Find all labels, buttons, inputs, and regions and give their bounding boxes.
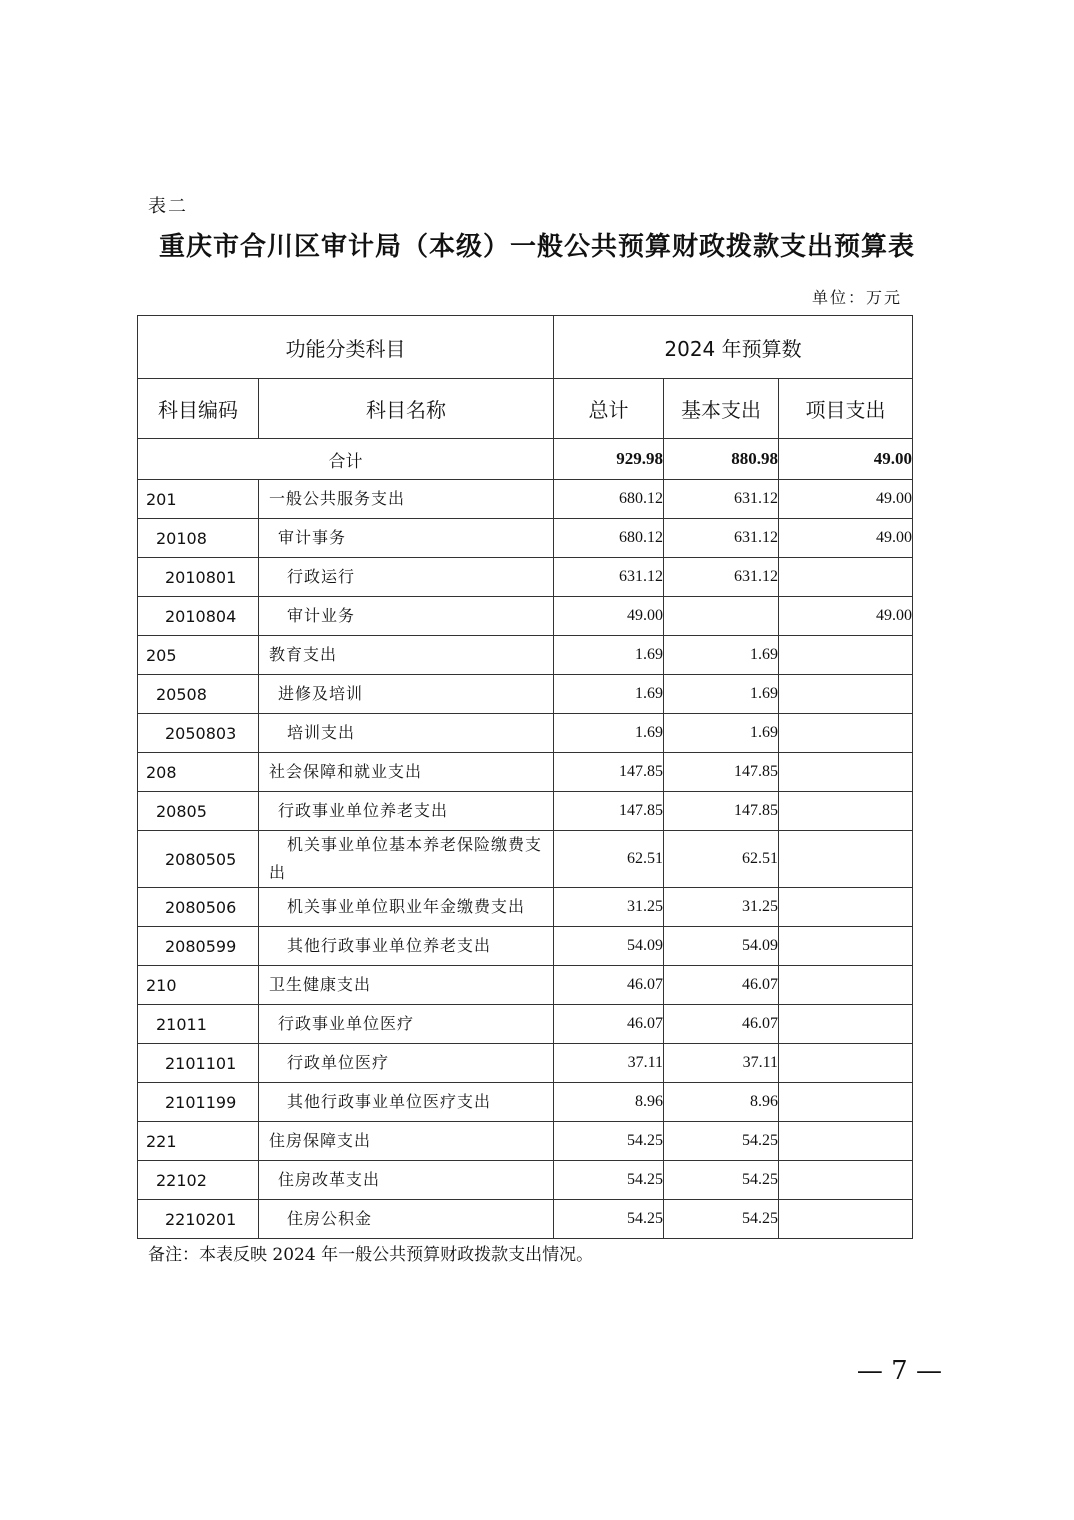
row-total: 54.25 bbox=[554, 1161, 664, 1200]
header-code: 科目编码 bbox=[138, 379, 259, 439]
row-basic: 1.69 bbox=[664, 714, 779, 753]
table-row bbox=[138, 1044, 913, 1083]
table-row bbox=[138, 675, 913, 714]
row-total: 62.51 bbox=[554, 831, 664, 888]
row-basic: 147.85 bbox=[664, 753, 779, 792]
page-title: 重庆市合川区审计局（本级）一般公共预算财政拨款支出预算表 bbox=[158, 232, 915, 262]
row-name: 审计事务 bbox=[259, 519, 554, 558]
header-project: 项目支出 bbox=[779, 379, 913, 439]
row-basic: 31.25 bbox=[664, 888, 779, 927]
row-total: 46.07 bbox=[554, 1005, 664, 1044]
header-budget-year: 2024 年预算数 bbox=[554, 316, 913, 379]
row-basic: 631.12 bbox=[664, 519, 779, 558]
row-code: 2080506 bbox=[138, 888, 259, 927]
row-basic: 147.85 bbox=[664, 792, 779, 831]
row-code: 2010801 bbox=[138, 558, 259, 597]
table-row bbox=[138, 1161, 913, 1200]
row-code: 2050803 bbox=[138, 714, 259, 753]
row-total: 54.09 bbox=[554, 927, 664, 966]
table-row bbox=[138, 753, 913, 792]
row-basic: 54.25 bbox=[664, 1161, 779, 1200]
header-total: 总计 bbox=[554, 379, 664, 439]
table-row bbox=[138, 519, 913, 558]
unit-label: 单位：万元 bbox=[811, 288, 902, 307]
row-code: 2010804 bbox=[138, 597, 259, 636]
row-basic: 54.25 bbox=[664, 1200, 779, 1239]
row-project bbox=[779, 831, 913, 888]
row-total: 1.69 bbox=[554, 675, 664, 714]
table-row bbox=[138, 831, 913, 888]
total-total: 929.98 bbox=[554, 439, 664, 480]
table-row bbox=[138, 1200, 913, 1239]
header-name: 科目名称 bbox=[259, 379, 554, 439]
row-code: 201 bbox=[138, 480, 259, 519]
row-name: 一般公共服务支出 bbox=[259, 480, 554, 519]
row-total: 1.69 bbox=[554, 636, 664, 675]
row-code: 20108 bbox=[138, 519, 259, 558]
row-basic: 54.25 bbox=[664, 1122, 779, 1161]
row-code: 2210201 bbox=[138, 1200, 259, 1239]
footnote: 备注：本表反映 2024 年一般公共预算财政拨款支出情况。 bbox=[148, 1245, 594, 1265]
table-row bbox=[138, 792, 913, 831]
row-basic: 1.69 bbox=[664, 636, 779, 675]
row-total: 49.00 bbox=[554, 597, 664, 636]
table-row bbox=[138, 927, 913, 966]
row-name: 行政事业单位养老支出 bbox=[259, 792, 554, 831]
total-basic: 880.98 bbox=[664, 439, 779, 480]
row-basic: 54.09 bbox=[664, 927, 779, 966]
row-total: 46.07 bbox=[554, 966, 664, 1005]
row-code: 20805 bbox=[138, 792, 259, 831]
row-project: 49.00 bbox=[779, 480, 913, 519]
row-total: 1.69 bbox=[554, 714, 664, 753]
table-row bbox=[138, 714, 913, 753]
table-label: 表二 bbox=[148, 196, 188, 217]
row-total: 31.25 bbox=[554, 888, 664, 927]
row-basic bbox=[664, 597, 779, 636]
table-row bbox=[138, 966, 913, 1005]
row-total: 147.85 bbox=[554, 792, 664, 831]
row-name: 住房改革支出 bbox=[259, 1161, 554, 1200]
row-project: 49.00 bbox=[779, 519, 913, 558]
total-project: 49.00 bbox=[779, 439, 913, 480]
row-name: 培训支出 bbox=[259, 714, 554, 753]
row-total: 54.25 bbox=[554, 1122, 664, 1161]
table-row bbox=[138, 597, 913, 636]
budget-table bbox=[137, 315, 913, 1239]
row-code: 2101199 bbox=[138, 1083, 259, 1122]
row-code: 21011 bbox=[138, 1005, 259, 1044]
row-project bbox=[779, 1161, 913, 1200]
row-project bbox=[779, 927, 913, 966]
row-basic: 46.07 bbox=[664, 1005, 779, 1044]
row-project: 49.00 bbox=[779, 597, 913, 636]
total-label: 合计 bbox=[138, 439, 554, 480]
row-code: 20508 bbox=[138, 675, 259, 714]
row-name: 教育支出 bbox=[259, 636, 554, 675]
total-row bbox=[138, 439, 913, 480]
table-row bbox=[138, 1083, 913, 1122]
row-total: 54.25 bbox=[554, 1200, 664, 1239]
row-name: 住房公积金 bbox=[259, 1200, 554, 1239]
table-row bbox=[138, 1122, 913, 1161]
header-functional-category: 功能分类科目 bbox=[138, 316, 554, 379]
row-project bbox=[779, 1044, 913, 1083]
row-code: 2080599 bbox=[138, 927, 259, 966]
row-project bbox=[779, 558, 913, 597]
row-code: 210 bbox=[138, 966, 259, 1005]
row-name: 进修及培训 bbox=[259, 675, 554, 714]
row-code: 2080505 bbox=[138, 831, 259, 888]
row-project bbox=[779, 1005, 913, 1044]
row-code: 221 bbox=[138, 1122, 259, 1161]
row-project bbox=[779, 1083, 913, 1122]
row-basic: 631.12 bbox=[664, 558, 779, 597]
table-row bbox=[138, 1005, 913, 1044]
row-code: 208 bbox=[138, 753, 259, 792]
row-basic: 46.07 bbox=[664, 966, 779, 1005]
row-total: 147.85 bbox=[554, 753, 664, 792]
row-project bbox=[779, 1122, 913, 1161]
row-project bbox=[779, 714, 913, 753]
row-name: 住房保障支出 bbox=[259, 1122, 554, 1161]
row-name: 社会保障和就业支出 bbox=[259, 753, 554, 792]
row-code: 22102 bbox=[138, 1161, 259, 1200]
row-name: 审计业务 bbox=[259, 597, 554, 636]
row-basic: 8.96 bbox=[664, 1083, 779, 1122]
row-project bbox=[779, 966, 913, 1005]
row-name: 机关事业单位职业年金缴费支出 bbox=[259, 888, 554, 927]
table-row bbox=[138, 558, 913, 597]
row-total: 8.96 bbox=[554, 1083, 664, 1122]
header-basic: 基本支出 bbox=[664, 379, 779, 439]
row-basic: 631.12 bbox=[664, 480, 779, 519]
row-name: 行政运行 bbox=[259, 558, 554, 597]
row-basic: 1.69 bbox=[664, 675, 779, 714]
row-name: 卫生健康支出 bbox=[259, 966, 554, 1005]
row-project bbox=[779, 792, 913, 831]
table-row bbox=[138, 636, 913, 675]
page-number: — 7 — bbox=[856, 1356, 942, 1386]
row-name: 行政单位医疗 bbox=[259, 1044, 554, 1083]
row-name: 机关事业单位基本养老保险缴费支出 bbox=[259, 831, 554, 888]
row-total: 680.12 bbox=[554, 480, 664, 519]
row-project bbox=[779, 753, 913, 792]
row-total: 631.12 bbox=[554, 558, 664, 597]
table-row bbox=[138, 480, 913, 519]
row-name: 其他行政事业单位养老支出 bbox=[259, 927, 554, 966]
row-basic: 37.11 bbox=[664, 1044, 779, 1083]
row-basic: 62.51 bbox=[664, 831, 779, 888]
table-row bbox=[138, 888, 913, 927]
row-name: 其他行政事业单位医疗支出 bbox=[259, 1083, 554, 1122]
row-code: 205 bbox=[138, 636, 259, 675]
row-project bbox=[779, 636, 913, 675]
row-project bbox=[779, 1200, 913, 1239]
row-code: 2101101 bbox=[138, 1044, 259, 1083]
row-name: 行政事业单位医疗 bbox=[259, 1005, 554, 1044]
row-total: 680.12 bbox=[554, 519, 664, 558]
row-total: 37.11 bbox=[554, 1044, 664, 1083]
row-project bbox=[779, 675, 913, 714]
row-project bbox=[779, 888, 913, 927]
